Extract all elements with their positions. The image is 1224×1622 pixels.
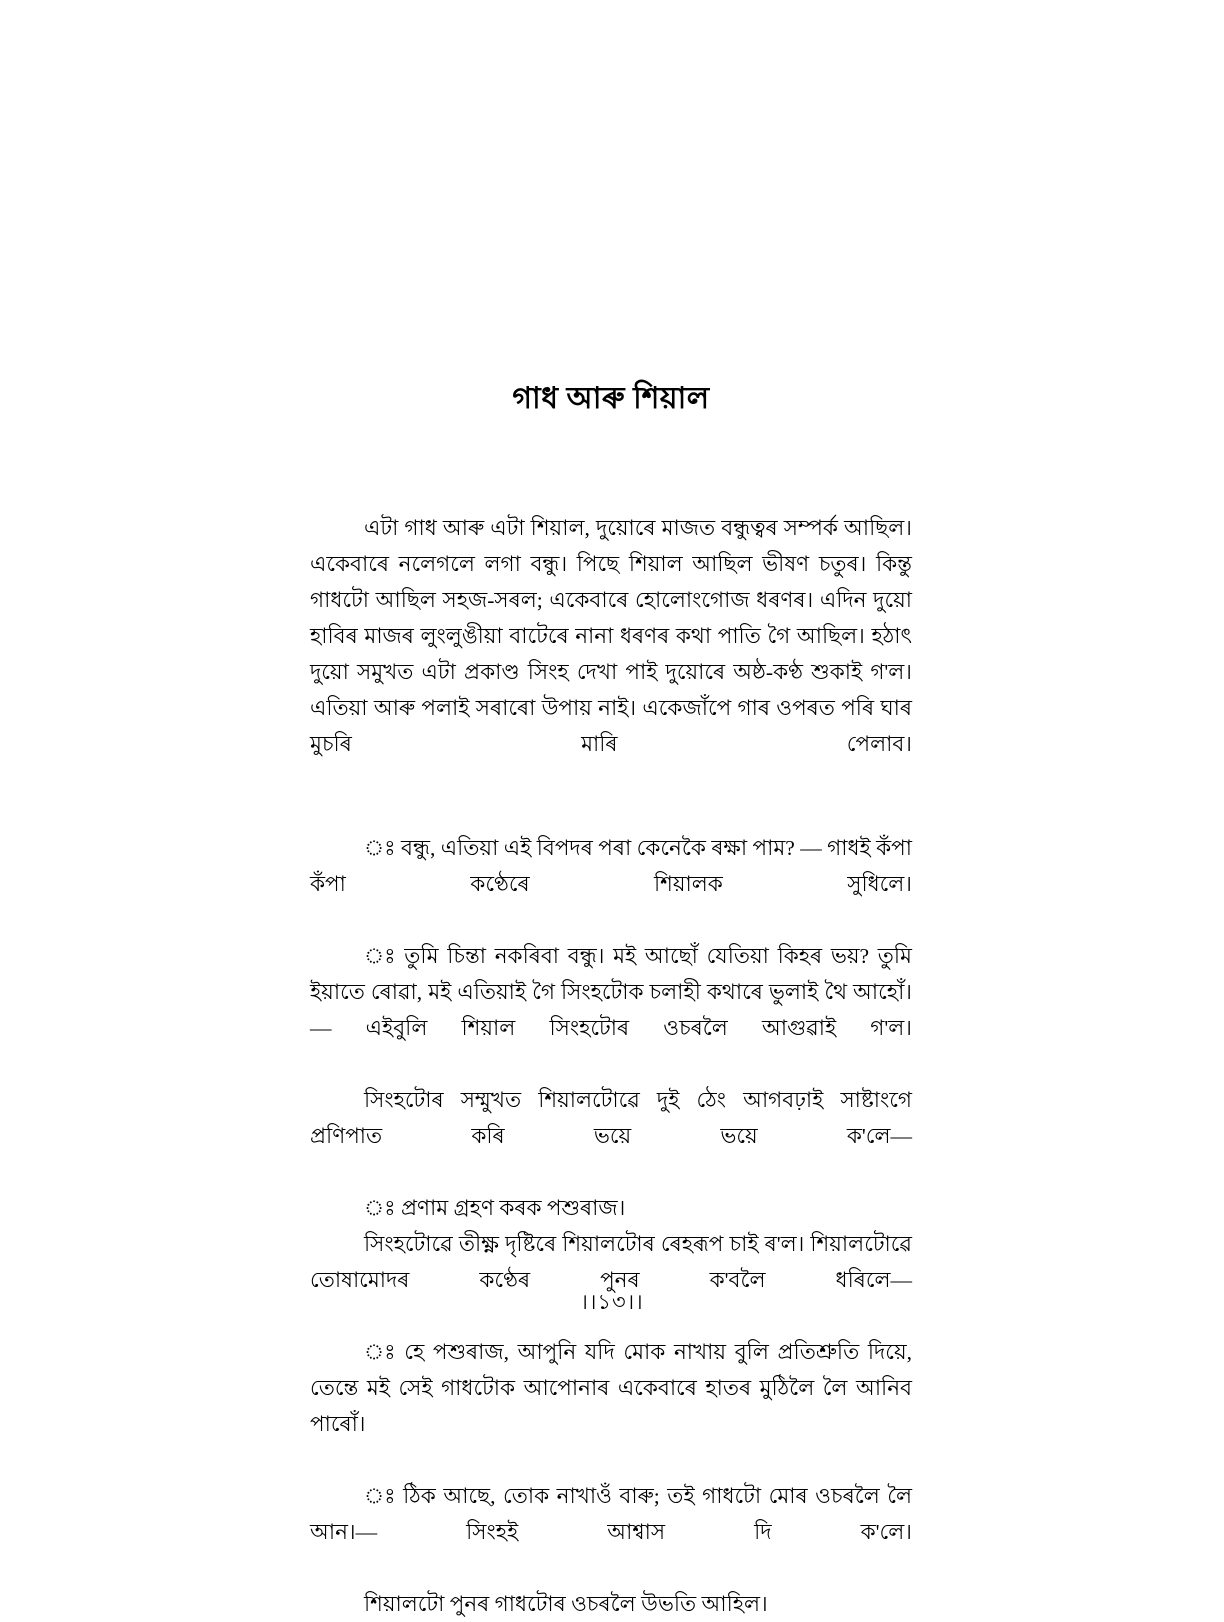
paragraph-narrative: সিংহটোৱে তীক্ষ্ণ দৃষ্টিৰে শিয়ালটোৰ ৰেহৰূপ চাই ৰ'ল। শিয়ালটোৱে তোষামোদৰ কণ্ঠেৰ পুনৰ ক'বলৈ ধৰিলে— [310,1231,912,1292]
paragraph-narrative: শিয়ালটো পুনৰ গাধটোৰ ওচৰলৈ উভতি আহিল। [364,1591,768,1616]
paragraph-dialogue: ঃ বন্ধু, এতিয়া এই বিপদৰ পৰা কেনেকৈ ৰক্ষা পাম? — গাধই কঁপা কঁপা কণ্ঠেৰে শিয়ালক সুধিলে। [310,835,912,896]
paragraph-dialogue: ঃ ঠিক আছে, তোক নাখাওঁ বাৰু; তই গাধটো মোৰ ওচৰলৈ লৈ আন।— সিংহই আশ্বাস দি ক'লে। [310,1483,912,1544]
paragraph-spacer [310,798,912,830]
paragraph-dialogue: ঃ তুমি চিন্তা নকৰিবা বন্ধু। মই আছোঁ যেতিয়া কিহৰ ভয়? তুমি ইয়াতে ৰোৱা, মই এতিয়াই গৈ সিংহটোক চলাহী কথাৰে ভুলাই থৈ আহোঁ। — এইবুলি শিয়াল সিংহটোৰ ওচৰলৈ আগুৱাই গ'ল। [310,943,912,1040]
page-number: ।।১৩।। [580,1290,644,1314]
paragraph-narrative: এটা গাধ আৰু এটা শিয়াল, দুয়োৰে মাজত বন্ধুত্বৰ সম্পৰ্ক আছিল। একেবাৰে নলেগলে লগা বন্ধু। পিছে শিয়াল আছিল ভীষণ চতুৰ। কিন্তু গাধটো আছিল সহজ-সৰল; একেবাৰে হোলোংগোজ ধৰণৰ। এদিন দুয়ো হাবিৰ মাজৰ লুংলুঙীয়া বাটেৰে নানা ধৰণৰ কথা পাতি গৈ আছিল। হঠাৎ দুয়ো সমুখত এটা প্ৰকাণ্ড সিংহ দেখা পাই দুয়োৰে অষ্ঠ-কণ্ঠ শুকাই গ'ল। এতিয়া আৰু পলাই সৰাৰো উপায় নাই। একেজাঁপে গাৰ ওপৰত পৰি ঘাৰ মুচৰি মাৰি পেলাব। [310,515,912,756]
story-body [310,510,912,1622]
paragraph-narrative: সিংহটোৰ সম্মুখত শিয়ালটোৱে দুই ঠেং আগবঢ়াই সাষ্টাংগে প্ৰণিপাত কৰি ভয়ে ভয়ে ক'লে— [310,1087,912,1148]
page-title: গাধ আৰু শিয়াল [512,382,710,415]
paragraph-dialogue: ঃ প্ৰণাম গ্ৰহণ কৰক পশুৰাজ। [364,1195,626,1220]
paragraph-dialogue: ঃ হে পশুৰাজ, আপুনি যদি মোক নাখায় বুলি প্ৰতিশ্ৰুতি দিয়ে, তেন্তে মই সেই গাধটোক আপোনাৰ একেবাৰে হাতৰ মুঠিলৈ লৈ আনিব পাৰোঁ। [310,1339,912,1436]
page-content [310,380,912,1622]
